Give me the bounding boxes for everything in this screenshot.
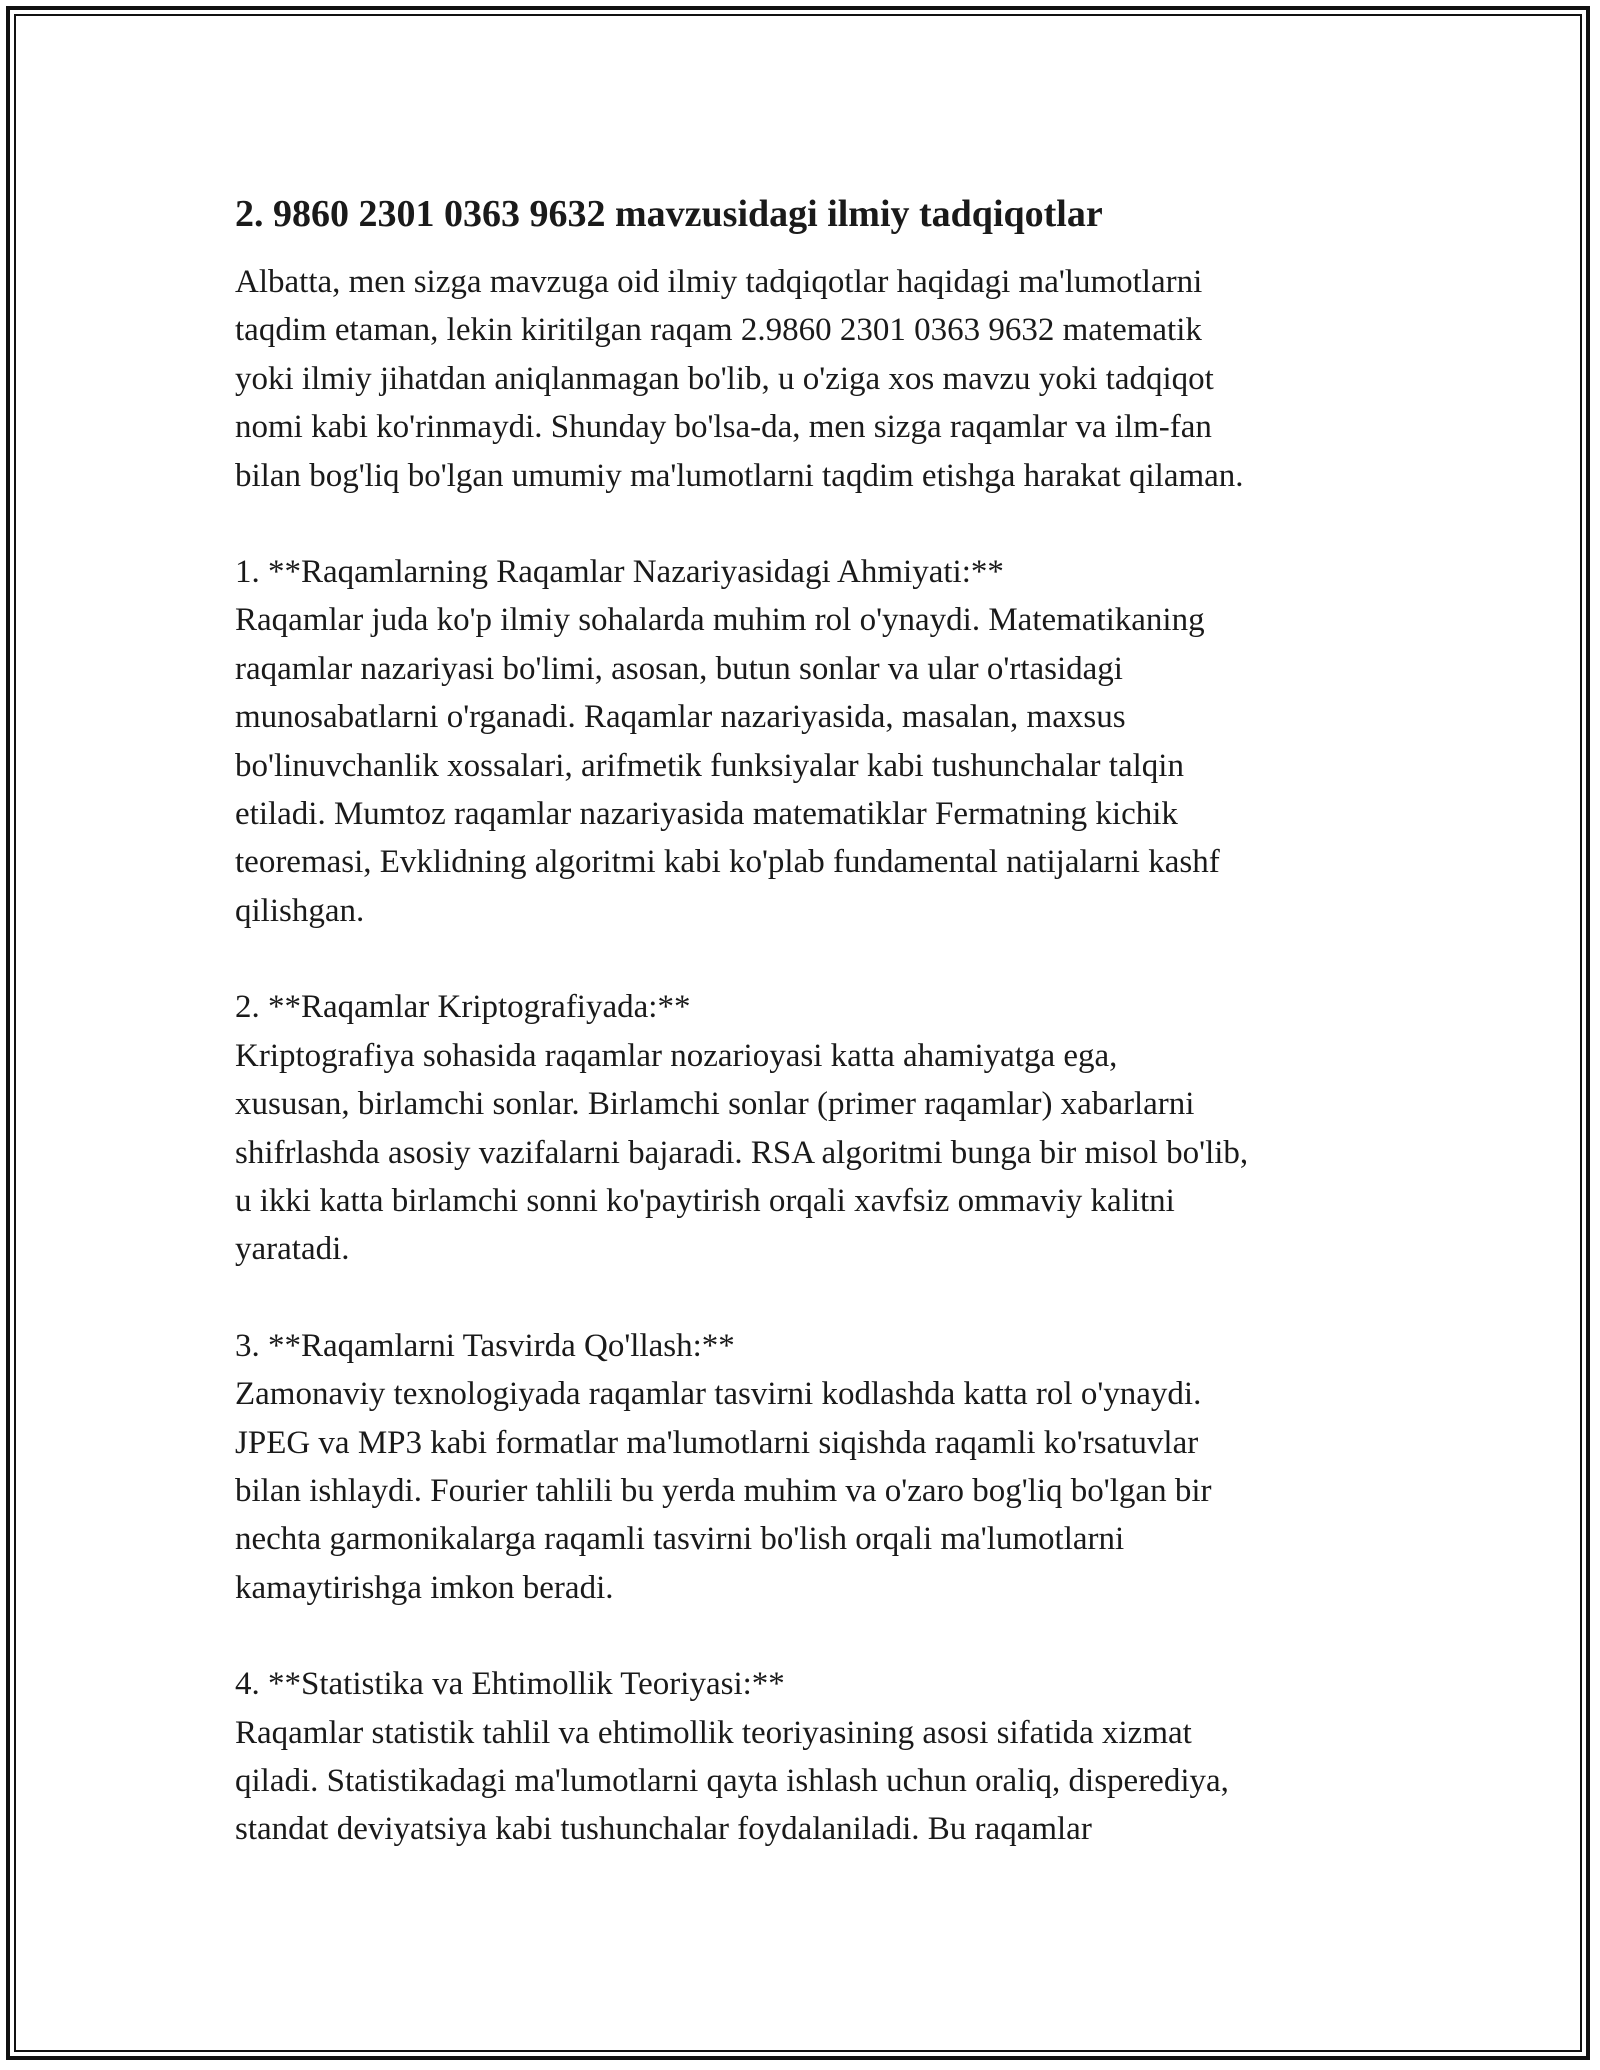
section-body: Kriptografiya sohasida raqamlar nozarioyasi katta ahamiyatga ega, xususan, birlamchi sonlar. Birlamchi sonlar (primer raqamlar) xabarlarni shifrlashda asosiy vazifalarni bajaradi. RSA algoritmi bunga bir misol bo'lib, u ikki katta birlamchi sonni ko'paytirish orqali xavfsiz ommaviy kalitni yaratadi.	[235, 1037, 1249, 1268]
section-heading: 4. **Statistika va Ehtimollik Teoriyasi:**	[235, 1666, 785, 1703]
section-body: Raqamlar statistik tahlil va ehtimollik teoriyasining asosi sifatida xizmat qiladi. Statistikadagi ma'lumotlarni qayta ishlash uchun oraliq, disperediya, standat deviyatsiya kabi tushunchalar foydalaniladi. Bu raqamlar	[235, 1714, 1229, 1848]
section-heading: 3. **Raqamlarni Tasvirda Qo'llash:**	[235, 1327, 735, 1364]
section-3	[235, 1322, 1375, 1612]
section-4	[235, 1660, 1375, 1854]
section-heading: 1. **Raqamlarning Raqamlar Nazariyasidagi Ahmiyati:**	[235, 554, 1004, 591]
section-body: Zamonaviy texnologiyada raqamlar tasvirni kodlashda katta rol o'ynaydi. JPEG va MP3 kabi formatlar ma'lumotlarni siqishda raqamli ko'rsatuvlar bilan ishlaydi. Fourier tahlili bu yerda muhim va o'zaro bog'liq bo'lgan bir nechta garmonikalarga raqamli tasvirni bo'lish orqali ma'lumotlarni kamaytirishga imkon beradi.	[235, 1376, 1212, 1606]
section-1	[235, 548, 1375, 935]
document-content	[235, 188, 1375, 1854]
section-heading: 2. **Raqamlar Kriptografiyada:**	[235, 989, 691, 1026]
document-title: 2. 9860 2301 0363 9632 mavzusidagi ilmiy tadqiqotlar	[235, 193, 1103, 235]
section-2	[235, 983, 1375, 1273]
intro-paragraph: Albatta, men sizga mavzuga oid ilmiy tadqiqotlar haqidagi ma'lumotlarni taqdim etaman, lekin kiritilgan raqam 2.9860 2301 0363 9632 matematik yoki ilmiy jihatdan aniqlanmagan bo'lib, u o'ziga xos mavzu yoki tadqiqot nomi kabi ko'rinmaydi. Shunday bo'lsa-da, men sizga raqamlar va ilm-fan bilan bog'liq bo'lgan umumiy ma'lumotlarni taqdim etishga harakat qilaman.	[235, 264, 1244, 494]
section-body: Raqamlar juda ko'p ilmiy sohalarda muhim rol o'ynaydi. Matematikaning raqamlar nazariyasi bo'limi, asosan, butun sonlar va ular o'rtasidagi munosabatlarni o'rganadi. Raqamlar nazariyasida, masalan, maxsus bo'linuvchanlik xossalari, arifmetik funksiyalar kabi tushunchalar talqin etiladi. Mumtoz raqamlar nazariyasida matematiklar Fermatning kichik teoremasi, Evklidning algoritmi kabi ko'plab fundamental natijalarni kashf qilishgan.	[235, 602, 1220, 929]
